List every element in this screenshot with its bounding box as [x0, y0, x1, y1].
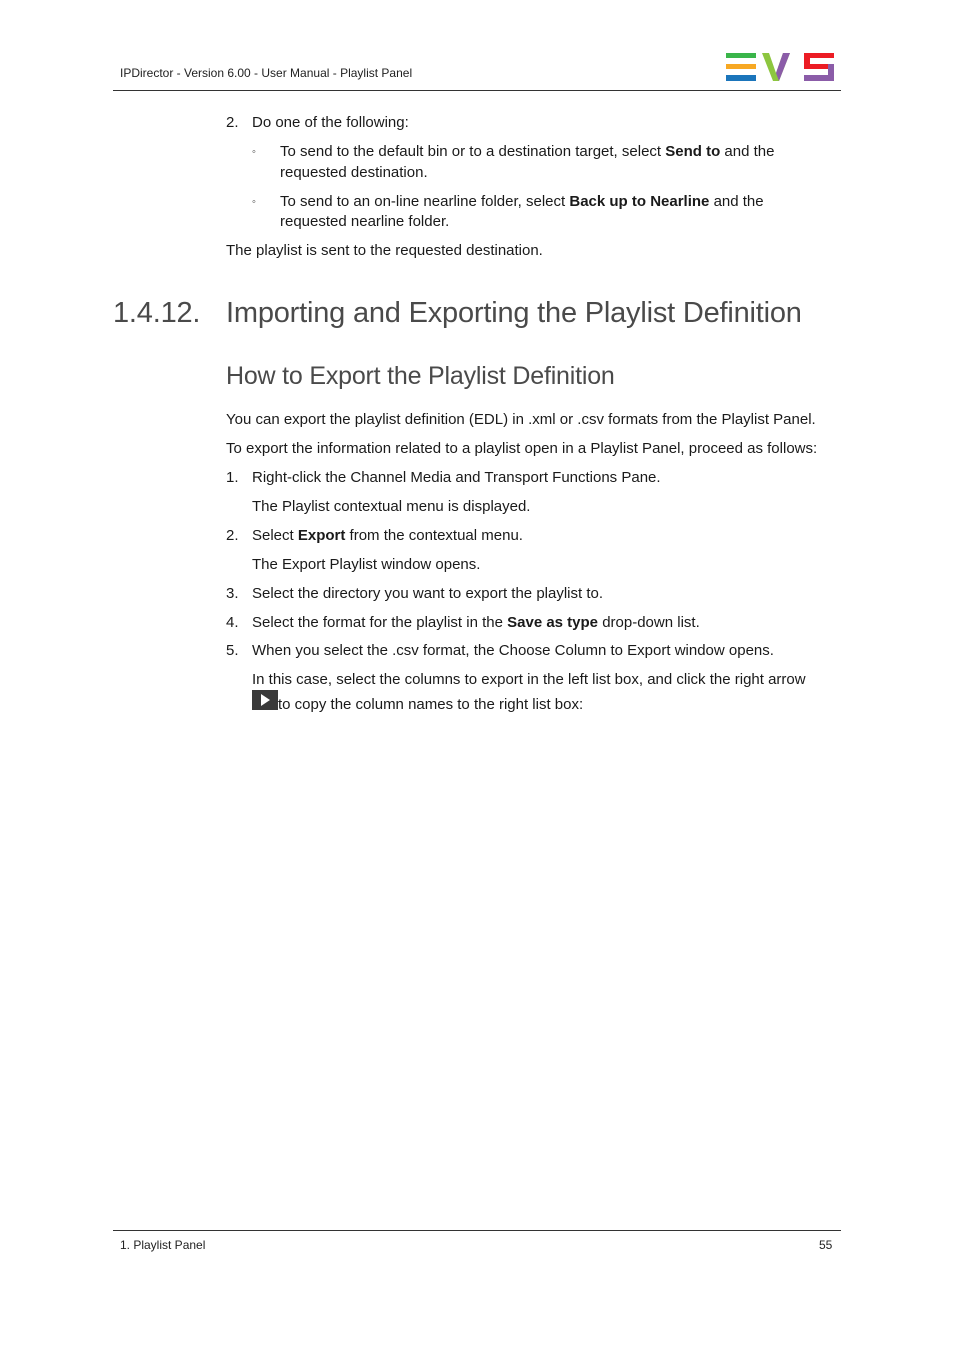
bullet-text-continued: requested destination.: [280, 164, 428, 181]
bold-term: Save as type: [507, 614, 599, 631]
bold-term: Back up to Nearline: [569, 193, 710, 210]
bullet-text-continued: requested nearline folder.: [280, 213, 450, 230]
step-number: 2.: [226, 114, 239, 131]
bold-term: Send to: [665, 143, 721, 160]
paragraph: To export the information related to a playlist open in a Playlist Panel, proceed as follows:: [226, 440, 818, 457]
header-title: IPDirector - Version 6.00 - User Manual - Playlist Panel: [120, 66, 413, 80]
step-text: Do one of the following:: [252, 114, 409, 131]
step-detail: In this case, select the columns to export in the left list box, and click the right arrow: [252, 671, 806, 688]
footer-chapter: 1. Playlist Panel: [120, 1238, 206, 1252]
step-detail-continued: to copy the column names to the right list box:: [278, 696, 584, 713]
subsection-heading: How to Export the Playlist Definition: [226, 362, 615, 390]
step-number: 1.: [226, 469, 239, 486]
bullet-icon: ◦: [252, 196, 256, 208]
step-result: The Export Playlist window opens.: [252, 556, 481, 573]
bold-term: Export: [297, 527, 346, 544]
page-number: 55: [819, 1238, 833, 1252]
step-text: Right-click the Channel Media and Transport Functions Pane.: [252, 469, 661, 486]
result-text: The playlist is sent to the requested destination.: [226, 242, 543, 259]
section-number: 1.4.12.: [113, 297, 201, 329]
right-arrow-icon: [252, 690, 278, 710]
bullet-text: To send to the default bin or to a destination target, select Send to and the: [280, 143, 775, 160]
bullet-icon: ◦: [252, 146, 256, 158]
evs-logo-icon: [726, 53, 834, 81]
step-number: 4.: [226, 614, 239, 631]
footer-divider: [113, 1230, 841, 1231]
header-divider: [113, 90, 841, 91]
section-title: Importing and Exporting the Playlist Definition: [226, 297, 802, 329]
step-text: Select the format for the playlist in the Save as type drop-down list.: [252, 614, 700, 631]
bullet-text: To send to an on-line nearline folder, select Back up to Nearline and the: [280, 193, 764, 210]
paragraph: You can export the playlist definition (EDL) in .xml or .csv formats from the Playlist Panel.: [226, 411, 816, 428]
step-number: 5.: [226, 642, 239, 659]
step-result: The Playlist contextual menu is displayed.: [252, 498, 531, 515]
step-number: 2.: [226, 527, 239, 544]
step-number: 3.: [226, 585, 239, 602]
step-text: Select the directory you want to export the playlist to.: [252, 585, 604, 602]
step-text: When you select the .csv format, the Choose Column to Export window opens.: [252, 642, 774, 659]
section-heading: [113, 297, 802, 330]
step-text: Select Export from the contextual menu.: [252, 527, 523, 544]
